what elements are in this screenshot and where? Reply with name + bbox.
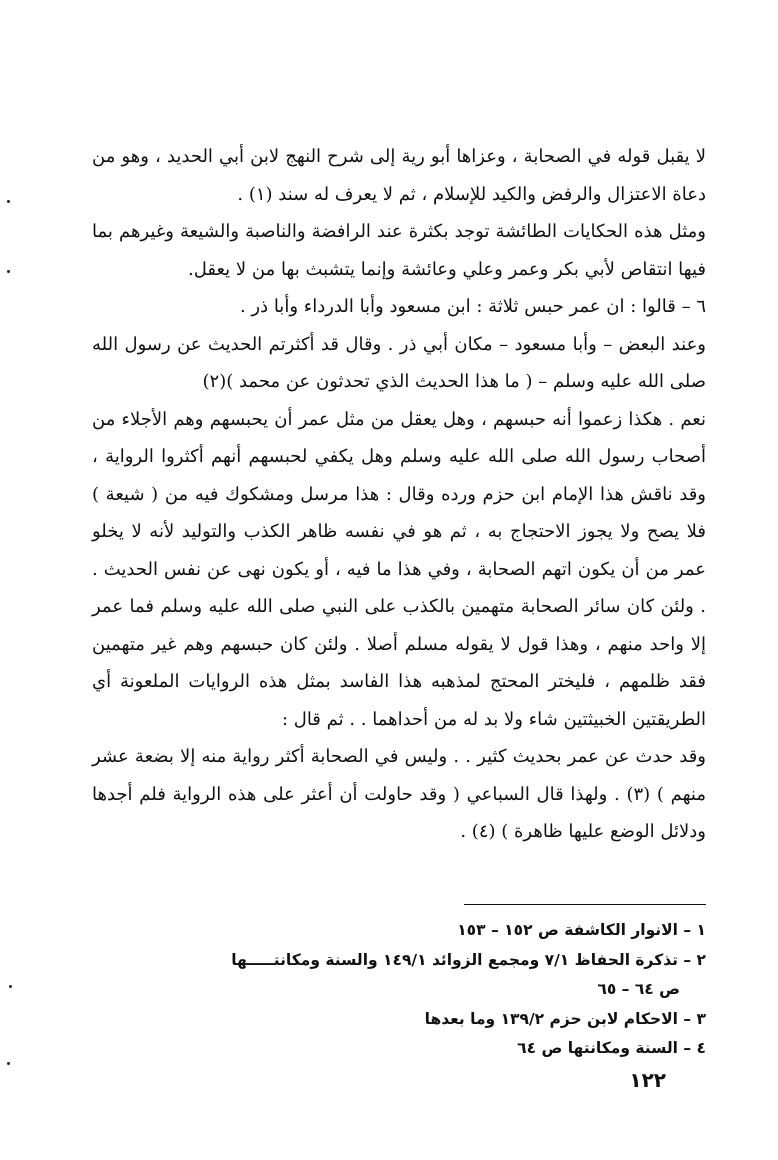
- paragraph-1: لا يقبل قوله في الصحابة ، وعزاها أبو رية إلى شرح النهج لابن أبي الحديد ، وهو من دعاة الاعتزال والرفض والكيد للإسلام ، ثم لا يعرف له سند (١) .: [92, 146, 706, 205]
- footnote-2: ٢ – تذكرة الحفاظ ٧/١ ومجمع الزوائد ١٤٩/١ والسنة ومكانتـــــها: [231, 950, 706, 969]
- paragraph-3: ٦ – قالوا : ان عمر حبس ثلاثة : ابن مسعود وأبا الدرداء وأبا ذر .: [239, 296, 706, 317]
- footnote-2-continuation: ص ٦٤ – ٦٥: [597, 980, 680, 998]
- footnotes: [70, 916, 706, 1064]
- paragraph-2: ومثل هذه الحكايات الطائشة توجد بكثرة عند الرافضة والناصبة والشيعة وغيرهم بما فيها انتقاص لأبي بكر وعمر وعلي وعائشة وإنما يتشبث بها من لا يعقل.: [92, 221, 706, 280]
- scan-speck: [9, 985, 12, 988]
- footnote-3: ٣ – الاحكام لابن حزم ١٣٩/٢ وما بعدها: [424, 1009, 706, 1028]
- scan-speck: [7, 200, 10, 203]
- paragraph-4: وعند البعض – وأبا مسعود – مكان أبي ذر . وقال قد أكثرتم الحديث عن رسول الله صلى الله عليه وسلم – ( ما هذا الحديث الذي تحدثون عن محمد )(٢): [92, 333, 706, 392]
- footnote-1: ١ – الانوار الكاشفة ص ١٥٢ – ١٥٣: [457, 921, 706, 939]
- main-text: [92, 138, 706, 851]
- footnote-4: ٤ – السنة ومكانتها ص ٦٤: [517, 1039, 706, 1057]
- scan-speck: [7, 1062, 10, 1065]
- footnote-separator: [464, 904, 706, 905]
- page-number: ١٢٢: [629, 1068, 666, 1092]
- paragraph-5: نعم . هكذا زعموا أنه حبسهم ، وهل يعقل من مثل عمر أن يحبسهم وهم الأجلاء من أصحاب رسول الله صلى الله عليه وسلم وهل يكفي لحبسهم أنهم أكثروا الرواية ، وقد ناقش هذا الإمام ابن حزم ورده وقال : هذا مرسل ومشكوك فيه من ( شيعة ) فلا يصح ولا يجوز الاحتجاج به ، ثم هو في نفسه ظاهر الكذب والتوليد لأنه لا يخلو عمر من أن يكون اتهم الصحابة ، وفي هذا ما فيه ، أو يكون نهى عن نفس الحديث . . ولئن كان سائر الصحابة متهمين بالكذب على النبي صلى الله عليه وسلم فما عمر إلا واحد منهم ، وهذا قول لا يقوله مسلم أصلا . ولئن كان حبسهم وهم غير متهمين فقد ظلمهم ، فليختر المحتج لمذهبه هذا الفاسد بمثل هذه الروايات الملعونة أي الطريقتين الخبيثتين شاء ولا بد له من أحداهما . . ثم قال :: [92, 408, 706, 730]
- paragraph-6: وقد حدث عن عمر بحديث كثير . . وليس في الصحابة أكثر رواية منه إلا بضعة عشر منهم ) (٣) . ولهذا قال السباعي ( وقد حاولت أن أعثر على هذه الرواية فلم أجدها ودلائل الوضع عليها ظاهرة ) (٤) .: [92, 746, 706, 842]
- scan-speck: [7, 270, 10, 273]
